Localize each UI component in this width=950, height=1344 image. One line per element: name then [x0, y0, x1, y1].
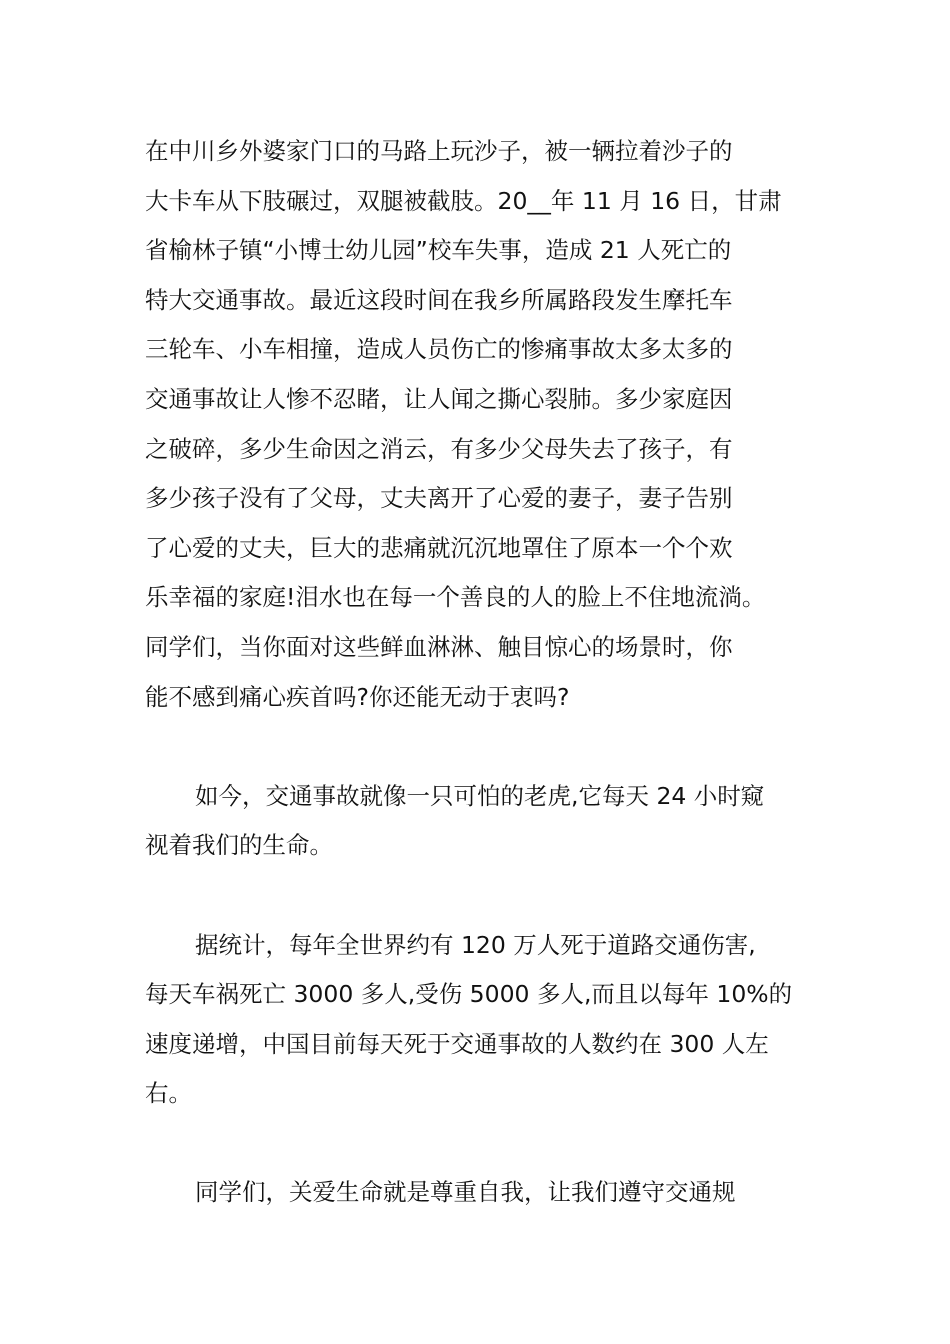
text-line: 省榆林子镇“小博士幼儿园”校车失事，造成 21 人死亡的 — [145, 236, 732, 265]
text-line: 多少孩子没有了父母，丈夫离开了心爱的妻子，妻子告别 — [145, 484, 733, 513]
paragraph-appeal — [145, 1168, 810, 1218]
text-line: 在中川乡外婆家门口的马路上玩沙子，被一辆拉着沙子的 — [145, 137, 733, 165]
text-line: 乐幸福的家庭!泪水也在每一个善良的人的脸上不住地流淌。 — [145, 583, 766, 612]
paragraph-tiger — [145, 772, 810, 871]
text-line: 大卡车从下肢碾过，双腿被截肢。20__年 11 月 16 日，甘肃 — [145, 186, 782, 215]
document-body — [145, 127, 810, 1218]
text-line: 速度递增，中国目前每天死于交通事故的人数约在 300 人左 — [145, 1029, 769, 1058]
text-line: 每天车祸死亡 3000 多人,受伤 5000 多人,而且以每年 10%的 — [145, 980, 793, 1009]
text-line: 同学们，关爱生命就是尊重自我，让我们遵守交通规 — [195, 1178, 736, 1207]
paragraph-spacer — [145, 1119, 810, 1169]
paragraph-statistics — [145, 921, 810, 1119]
text-line: 同学们，当你面对这些鲜血淋淋、触目惊心的场景时，你 — [145, 632, 733, 661]
text-line: 了心爱的丈夫，巨大的悲痛就沉沉地罩住了原本一个个欢 — [145, 533, 733, 562]
paragraph-accidents — [145, 127, 810, 722]
paragraph-spacer — [145, 722, 810, 772]
text-line: 视着我们的生命。 — [145, 831, 333, 860]
text-line: 能不感到痛心疾首吗?你还能无动于衷吗? — [145, 682, 570, 711]
text-line: 交通事故让人惨不忍睹，让人闻之撕心裂肺。多少家庭因 — [145, 384, 733, 413]
text-line: 据统计，每年全世界约有 120 万人死于道路交通伤害, — [195, 930, 756, 959]
paragraph-spacer — [145, 871, 810, 921]
text-line: 右。 — [145, 1079, 192, 1108]
text-line: 特大交通事故。最近这段时间在我乡所属路段发生摩托车 — [145, 285, 733, 314]
text-line: 三轮车、小车相撞，造成人员伤亡的惨痛事故太多太多的 — [145, 335, 733, 364]
text-line: 如今，交通事故就像一只可怕的老虎,它每天 24 小时窥 — [195, 781, 765, 810]
text-line: 之破碎，多少生命因之消云，有多少父母失去了孩子，有 — [145, 434, 733, 463]
